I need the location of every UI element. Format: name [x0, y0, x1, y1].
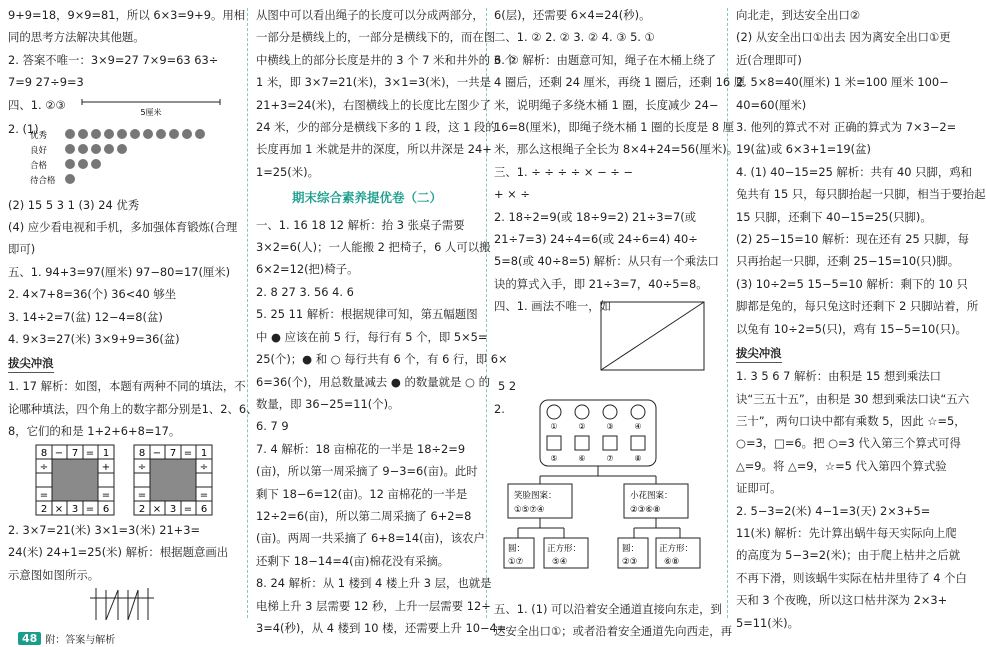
svg-text:−: −	[54, 447, 64, 459]
text-line: 5=8(或 40÷8=5) 解析：从只有一个乘法口	[494, 254, 719, 269]
text-line: 五、1. 94+3=97(厘米) 97−80=17(厘米)	[8, 264, 231, 279]
text-line: (3) 10÷2=5 15−5=10 解析：剩下的 10 只	[736, 276, 968, 291]
text-line: 即可)	[8, 242, 36, 257]
dot-mark	[104, 129, 114, 139]
svg-text:6: 6	[102, 503, 110, 515]
svg-text:⑥⑧: ⑥⑧	[664, 556, 680, 567]
text-line: 近(合理即可)	[736, 52, 802, 67]
text-line: 2. 8 27 3. 56 4. 6	[256, 284, 354, 299]
dot-mark	[91, 144, 101, 154]
svg-text:②: ②	[578, 421, 586, 431]
text-line: 达安全出口①；或者沿着安全通道先向西走，再	[494, 624, 733, 639]
column-1	[8, 4, 258, 629]
svg-text:⑦: ⑦	[606, 453, 614, 463]
svg-text:④: ④	[634, 421, 642, 431]
dot-mark	[65, 174, 75, 184]
text-line: 脚都是兔的，每只兔这时还剩下 2 只脚站着，所	[736, 299, 979, 314]
grid-figure	[8, 443, 240, 517]
flower-box-value: ②③⑥⑧	[630, 504, 661, 515]
dot-mark	[104, 144, 114, 154]
dot-mark	[117, 144, 127, 154]
svg-text:3: 3	[71, 503, 79, 515]
text-line: 诀的算式入手，即 21÷3=7，40÷5=8。	[494, 276, 708, 291]
shape-numbers	[550, 422, 641, 463]
svg-text:⑤: ⑤	[550, 453, 558, 463]
svg-text:+: +	[101, 461, 111, 473]
svg-text:1: 1	[200, 447, 208, 459]
svg-text:×: ×	[54, 503, 64, 515]
text-line: 天和 3 个夜晚，所以这口枯井深为 2×3+	[736, 593, 948, 608]
dot-mark	[130, 129, 140, 139]
text-line: 中 ● 应该在前 5 行，每行有 5 个，即 5×5=	[256, 329, 488, 344]
dot-mark	[91, 129, 101, 139]
text-line: 一、1. 16 18 12 解析：抬 3 张桌子需要	[256, 217, 465, 232]
dot-mark	[78, 159, 88, 169]
svg-text:⑥: ⑥	[578, 453, 586, 463]
text-line: 19(盆)或 6×3+1=19(盆)	[736, 142, 871, 157]
flower-box-title: 小花图案：	[630, 490, 673, 501]
text-line: 诀“三五十五”，由积是 30 想到乘法口诀“五六	[736, 391, 970, 406]
text-line: (2) 15 5 3 1 (3) 24 优秀	[8, 197, 140, 212]
ruler-figure	[80, 96, 230, 118]
text-line: 4. (1) 40−15=25 解析：共有 40 只脚，鸡和	[736, 164, 973, 179]
text-line: 8，它们的和是 1+2+6+8=17。	[8, 424, 181, 439]
text-line: 从图中可以看出绳子的长度可以分成两部分，	[256, 8, 484, 22]
svg-text:⑧: ⑧	[634, 453, 642, 463]
page-footer	[18, 631, 115, 646]
text-line: 2. 4×7+8=36(个) 36<40 够坐	[8, 287, 177, 302]
dot-mark	[156, 129, 166, 139]
text-line: 9+9=18，9×9=81，所以 6×3=9+9。用相	[8, 8, 246, 22]
footer-label: 附：答案与解析	[45, 635, 116, 646]
text-line: 4. 9×3=27(米) 3×9+9=36(盆)	[8, 332, 180, 347]
dot-mark	[65, 159, 75, 169]
smile-box-title: 笑脸图案：	[514, 490, 557, 501]
text-line: 不再下滑，则该蜗牛实际在枯井里待了 4 个白	[736, 570, 967, 585]
section-title: 期末综合素养提优卷（二）	[291, 190, 442, 206]
text-line: 电梯上升 3 层需要 12 秒，上升一层需要 12÷	[256, 598, 491, 613]
dot-mark	[65, 129, 75, 139]
svg-text:6: 6	[200, 503, 208, 515]
svg-text:=: =	[199, 489, 209, 501]
text-line: 21÷7=3) 24÷4=6(或 24÷6=4) 40÷	[494, 232, 698, 247]
question-label: 2. (1)	[8, 121, 39, 136]
dot-mark	[78, 129, 88, 139]
dot-mark	[143, 129, 153, 139]
rect-diagonal-figure	[600, 301, 706, 373]
drawing-row	[494, 295, 720, 375]
ruler-row	[8, 94, 240, 118]
svg-text:×: ×	[152, 503, 162, 515]
svg-text:=: =	[183, 503, 193, 515]
text-line: 3. 他列的算式不对 正确的算式为 7×3−2=	[736, 120, 957, 135]
text-line: 剩下 18−6=12(亩)。12 亩棉花的一半是	[256, 486, 468, 501]
text-line: 示意图如图所示。	[8, 567, 100, 582]
text-line: 1. 3 5 6 7 解析：由积是 15 想到乘法口	[736, 369, 941, 384]
text-line: △=9。将 △=9，☆=5 代入第四个算式验	[736, 458, 947, 473]
text-line: 3. 14÷2=7(盆) 12−4=8(盆)	[8, 309, 163, 324]
svg-text:3: 3	[169, 503, 177, 515]
text-line: 21+3=24(米)，右图横线上的长度比左图少了	[256, 97, 492, 112]
number-grids	[8, 443, 240, 519]
text-line: (2) 25−15=10 解析：现在还有 25 只脚，每	[736, 232, 969, 247]
svg-text:=: =	[183, 447, 193, 459]
text-line: 1 米，即 3×7=21(米)，3×1=3(米)，一共是	[256, 75, 492, 90]
text-line: 8. 24 解析：从 1 楼到 4 楼上升 3 层，也就是	[256, 576, 492, 591]
text-line: (4) 应少看电视和手机，多加强体育锻炼(合理	[8, 220, 238, 235]
svg-text:÷: ÷	[137, 461, 147, 473]
ruler-label: 5厘米	[140, 107, 162, 117]
text-line: 24(米) 24+1=25(米) 解析：根据题意画出	[8, 545, 229, 560]
text-line: 向北走，到达安全出口②	[736, 8, 861, 22]
text-line: 以兔有 10÷2=5(只)，鸡有 15−5=10(只)。	[736, 321, 967, 336]
svg-text:=: =	[137, 489, 147, 501]
svg-text:③: ③	[606, 421, 614, 431]
text-line: 15 只脚，还剩下 40−15=25(只脚)。	[736, 209, 932, 224]
text-line: 只再抬起一只脚，还剩 25−15=10(只)脚。	[736, 254, 960, 269]
dot-chart	[8, 118, 240, 194]
well-rope-figure	[88, 586, 158, 622]
text-line: 长度再加 1 米就是井的深度，所以井深是 24+	[256, 142, 492, 157]
text-line: 5=11(米)。	[736, 615, 799, 630]
section-heading: 拔尖冲浪	[8, 354, 54, 373]
text-line: 24 米，少的部分是横线下多的 1 段，这 1 段的	[256, 120, 497, 135]
text-line: 25(个)；● 和 ○ 每行共有 6 个，有 6 行，即 6×	[256, 352, 508, 367]
dot-mark	[65, 144, 75, 154]
text-line: 4 圈后，还剩 24 厘米，再绕 1 圈后，还剩 16 厘	[494, 75, 746, 90]
text-line: 2. 3×7=21(米) 3×1=3(米) 21+3=	[8, 522, 201, 537]
text-line: (亩)。两周一共采摘了 6+8=14(亩)，该农户	[256, 531, 485, 546]
text-line: 6×2=12(把)椅子。	[256, 262, 359, 277]
text-line: 三十”，两句口诀中都有乘数 5，因此 ☆=5，	[736, 413, 966, 428]
text-line: 3=4(秒)，从 4 楼到 10 楼，还需要上升 10−4=	[256, 620, 507, 635]
svg-text:①⑦: ①⑦	[508, 556, 524, 567]
column-divider	[727, 8, 728, 618]
dot-mark	[195, 129, 205, 139]
text-line: 7=9 27÷9=3	[8, 75, 84, 90]
svg-text:=: =	[85, 447, 95, 459]
text-line: 兔共有 15 只，每只脚抬起一只脚，相当于要抬起	[736, 187, 986, 202]
text-line: 16=8(厘米)，即绳子绕木桶 1 圈的长度是 8 厘	[494, 120, 735, 135]
svg-text:⑤④: ⑤④	[552, 556, 568, 567]
dot-mark	[117, 129, 127, 139]
text-line: 证即可。	[736, 481, 782, 496]
dot-chart-svg	[30, 126, 230, 194]
text-line: 一部分是横线上的，一部分是横线下的，而在图	[256, 30, 496, 45]
svg-text:①: ①	[550, 421, 558, 431]
text-line: 五、1. (1) 可以沿着安全通道直接向东走，到	[494, 601, 722, 616]
text-line: 2. 5×8=40(厘米) 1 米=100 厘米 100−	[736, 75, 949, 90]
text-line: 11(米) 解析：先计算出蜗牛每天实际向上爬	[736, 525, 957, 540]
smile-box-value: ①⑤⑦④	[514, 504, 545, 515]
text-line: 数量，即 36−25=11(个)。	[256, 396, 400, 411]
text-line: ○=3，□=6。把 ○=3 代入第三个算式可得	[736, 436, 961, 451]
column-3	[494, 4, 746, 643]
dot-mark	[91, 159, 101, 169]
dot-mark	[78, 144, 88, 154]
classification-figure	[494, 398, 720, 598]
dot-mark	[169, 129, 179, 139]
page-number: 48	[18, 632, 41, 645]
text-line: 7. 4 解析：18 亩棉花的一半是 18÷2=9	[256, 441, 466, 456]
text-line: 6. 7 9	[256, 419, 289, 434]
dot-row-label: 优秀	[30, 130, 48, 141]
text-line: 米，那么这根绳子全长为 8×4+24=56(厘米)。	[494, 142, 739, 157]
question-label: 2.	[494, 401, 505, 416]
svg-text:8: 8	[138, 447, 146, 459]
text-line: 1. 17 解析：如图，本题有两种不同的填法，不	[8, 379, 246, 394]
svg-text:②③: ②③	[622, 556, 638, 567]
svg-text:圆：: 圆：	[622, 543, 640, 554]
dot-row-label: 良好	[30, 145, 48, 156]
section-label: 四、1. ②③	[8, 97, 66, 112]
section-heading: 拔尖冲浪	[736, 344, 782, 363]
text-line: 3×2=6(人)；一人能搬 2 把椅子，6 人可以搬	[256, 240, 491, 255]
dot-mark	[182, 129, 192, 139]
svg-text:1: 1	[102, 447, 110, 459]
text-line: 四、1. 画法不唯一，如	[494, 299, 612, 314]
text-line: 1=25(米)。	[256, 164, 319, 179]
svg-text:=: =	[101, 489, 111, 501]
svg-text:−: −	[152, 447, 162, 459]
text-line: 2. 5−3=2(米) 4−1=3(天) 2×3+5=	[736, 503, 931, 518]
text-line: 论哪种填法，四个角上的数字都分别是1、2、6、	[8, 401, 258, 416]
svg-text:÷: ÷	[199, 461, 209, 473]
text-line: 40=60(厘米)	[736, 97, 807, 112]
text-line: 12÷2=6(亩)，所以第二周采摘了 6+2=8	[256, 508, 472, 523]
text-line: 2. 答案不唯一：3×9=27 7×9=63 63÷	[8, 52, 219, 67]
sorting-diagram	[494, 398, 720, 598]
text-line: 5. 25 11 解析：根据规律可知，第五幅题图	[256, 307, 478, 322]
column-divider	[247, 8, 248, 618]
smile-icons	[547, 405, 645, 450]
text-line: 的高度为 5−3=2(米)；由于爬上枯井之后就	[736, 548, 961, 563]
svg-text:÷: ÷	[39, 461, 49, 473]
text-line: 2. 18÷2=9(或 18÷9=2) 21÷3=7(或	[494, 209, 697, 224]
svg-text:=: =	[39, 489, 49, 501]
text-line: (2) 从安全出口①出去 因为离安全出口①更	[736, 30, 951, 45]
grid-left	[36, 445, 114, 515]
text-line: 6. ② 解析：由题意可知，绳子在木桶上绕了	[494, 52, 716, 67]
svg-text:7: 7	[169, 447, 177, 459]
svg-text:正方形：: 正方形：	[547, 543, 582, 554]
dot-row-label: 待合格	[30, 175, 56, 186]
svg-text:圆：: 圆：	[508, 543, 526, 554]
svg-text:2: 2	[40, 503, 48, 515]
text-line: 6=36(个)，用总数量减去 ● 的数量就是 ○ 的	[256, 374, 491, 389]
svg-text:7: 7	[71, 447, 79, 459]
text-line: 5 2	[498, 379, 517, 394]
dot-row-label: 合格	[30, 160, 48, 171]
grid-right	[134, 445, 212, 515]
text-line: 同的思考方法解决其他题。	[8, 30, 145, 45]
text-line: + × ÷	[494, 187, 530, 202]
text-line: 6(层)，还需要 6×4=24(秒)。	[494, 8, 651, 22]
svg-text:2: 2	[138, 503, 146, 515]
text-line: 米，说明绳子多绕木桶 1 圈，长度减少 24−	[494, 97, 719, 112]
svg-text:正方形：: 正方形：	[659, 543, 694, 554]
text-line: 三、1. ÷ ÷ ÷ ÷ × − ÷ −	[494, 164, 633, 179]
svg-text:=: =	[85, 503, 95, 515]
svg-text:8: 8	[40, 447, 48, 459]
text-line: 二、1. ② 2. ② 3. ② 4. ③ 5. ①	[494, 30, 655, 45]
text-line: 还剩下 18−14=4(亩)棉花没有采摘。	[256, 553, 450, 568]
column-4	[736, 4, 986, 634]
text-line: 中横线上的部分长度是井的 3 个 7 米和井外的 3 个	[256, 52, 516, 67]
text-line: (亩)，所以第一周采摘了 9−3=6(亩)。此时	[256, 464, 478, 479]
